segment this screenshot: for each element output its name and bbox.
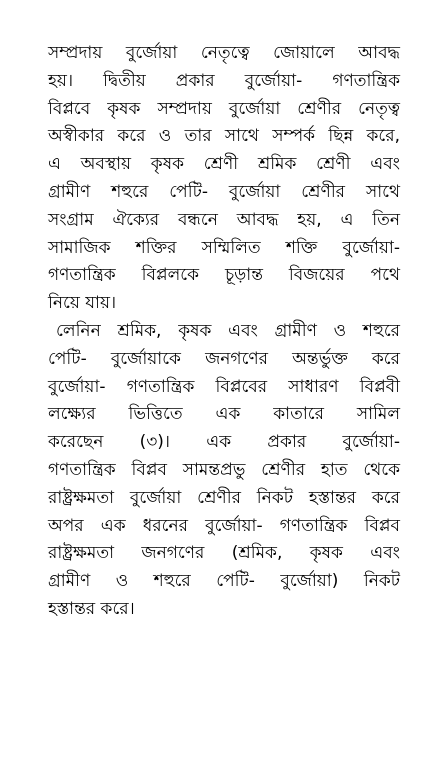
text-line: হস্তান্তর করে। bbox=[48, 598, 135, 619]
paragraph-1 bbox=[48, 40, 400, 318]
text-line: এ অবস্থায় কৃষক শ্রেণী শ্রমিক শ্রেণী এবং bbox=[48, 154, 400, 175]
text-line: রাষ্ট্রক্ষমতা জনগণের (শ্রমিক, কৃষক এবং bbox=[48, 543, 400, 564]
text-line: লেনিন শ্রমিক, কৃষক এবং গ্রামীণ ও শহুরে bbox=[56, 320, 400, 341]
text-line: বিপ্লবে কৃষক সম্প্রদায় বুর্জোয়া শ্রেণীর নেতৃত্ব bbox=[48, 98, 400, 119]
text-line: লক্ষ্যের ভিত্তিতে এক কাতারে সামিল bbox=[48, 404, 400, 425]
text-line: বুর্জোয়া- গণতান্ত্রিক বিপ্লবের সাধারণ বিপ্লবী bbox=[48, 376, 400, 397]
document-body bbox=[48, 40, 400, 624]
text-line: গ্রামীণ শহুরে পেটি- বুর্জোয়া শ্রেণীর সাথে bbox=[48, 181, 400, 202]
text-line: রাষ্ট্রক্ষমতা বুর্জোয়া শ্রেণীর নিকট হস্তান্তর করে bbox=[48, 487, 400, 508]
text-line: গ্রামীণ ও শহুরে পেটি- বুর্জোয়া) নিকট bbox=[48, 571, 400, 592]
text-line: সংগ্রাম ঐক্যের বন্ধনে আবদ্ধ হয়, এ তিন bbox=[48, 209, 400, 230]
text-line: গণতান্ত্রিক বিপ্লব সামন্তপ্রভু শ্রেণীর হাত থেকে bbox=[48, 459, 400, 480]
text-line: নিয়ে যায়। bbox=[48, 293, 117, 314]
text-line: অপর এক ধরনের বুর্জোয়া- গণতান্ত্রিক বিপ্লব bbox=[48, 515, 400, 536]
text-line: হয়। দ্বিতীয় প্রকার বুর্জোয়া- গণতান্ত্রিক bbox=[48, 70, 400, 91]
text-line: গণতান্ত্রিক বিপ্ললকে চূড়ান্ত বিজয়ের পথে bbox=[48, 265, 400, 286]
paragraph-2 bbox=[48, 318, 400, 624]
text-line: করেছেন (৩)। এক প্রকার বুর্জোয়া- bbox=[48, 432, 400, 453]
text-line: অস্বীকার করে ও তার সাথে সম্পর্ক ছিন্ন করে, bbox=[48, 126, 400, 147]
text-line: পেটি- বুর্জোয়াকে জনগণের অন্তর্ভুক্ত করে bbox=[48, 348, 400, 369]
text-line: সম্প্রদায় বুর্জোয়া নেতৃত্বে জোয়ালে আবদ্ধ bbox=[48, 43, 400, 63]
text-line: সামাজিক শক্তির সম্মিলিত শক্তি বুর্জোয়া- bbox=[48, 237, 400, 258]
